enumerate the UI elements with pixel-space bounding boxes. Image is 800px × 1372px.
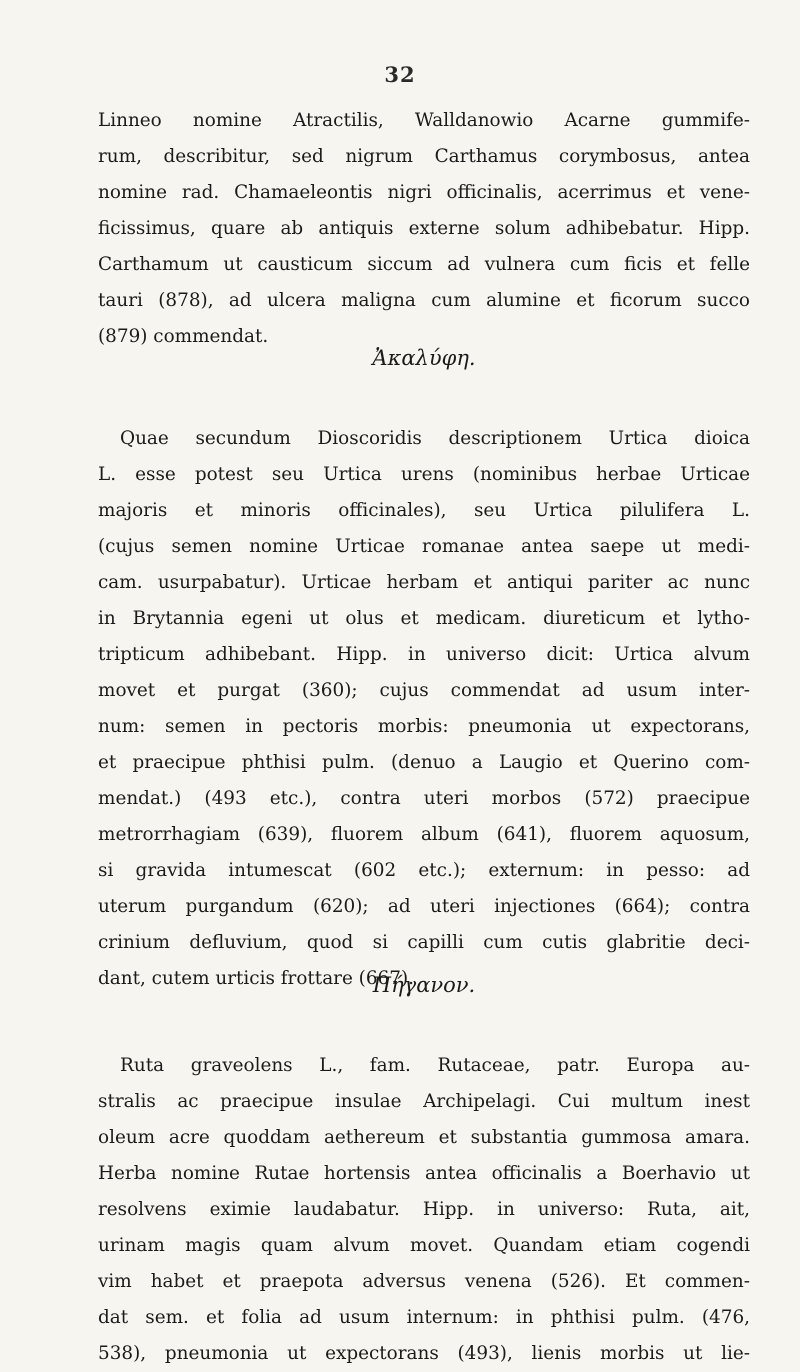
text-line: uterum purgandum (620); ad uteri injectiones (664); contra	[98, 896, 750, 917]
paragraph-atractilis	[98, 103, 750, 355]
text-line: mendat.) (493 etc.), contra uteri morbos (572) praecipue	[98, 788, 750, 809]
section-heading-peganon: Πήγανον.	[372, 973, 476, 997]
page-number: 32	[384, 62, 416, 87]
text-line: cam. usurpabatur). Urticae herbam et antiqui pariter ac nunc	[98, 572, 750, 593]
text-line: majoris et minoris officinales), seu Urtica pilulifera L.	[98, 500, 750, 521]
text-line: Ruta graveolens L., fam. Rutaceae, patr. Europa au-	[120, 1055, 750, 1076]
text-line: dant, cutem urticis frottare (667).	[98, 968, 414, 989]
text-line: si gravida intumescat (602 etc.); externum: in pesso: ad	[98, 860, 750, 881]
text-line: Quae secundum Dioscoridis descriptionem Urtica dioica	[120, 428, 750, 449]
text-line: rum, describitur, sed nigrum Carthamus corymbosus, antea	[98, 146, 750, 167]
text-line: resolvens eximie laudabatur. Hipp. in universo: Ruta, ait,	[98, 1199, 750, 1220]
text-line: L. esse potest seu Urtica urens (nominibus herbae Urticae	[98, 464, 750, 485]
text-line: tauri (878), ad ulcera maligna cum alumine et ficorum succo	[98, 290, 750, 311]
text-line: 538), pneumonia ut expectorans (493), lienis morbis ut lie-	[98, 1343, 750, 1364]
section-heading-akalyphe: Ἀκαλύφη.	[372, 346, 476, 370]
text-line: tripticum adhibebant. Hipp. in universo dicit: Urtica alvum	[98, 644, 750, 665]
text-line: et praecipue phthisi pulm. (denuo a Laugio et Querino com-	[98, 752, 750, 773]
text-line: Herba nomine Rutae hortensis antea officinalis a Boerhavio ut	[98, 1163, 750, 1184]
text-line: oleum acre quoddam aethereum et substantia gummosa amara.	[98, 1127, 750, 1148]
text-line: nomine rad. Chamaeleontis nigri officinalis, acerrimus et vene-	[98, 182, 750, 203]
text-line: crinium defluvium, quod si capilli cum cutis glabritie deci-	[98, 932, 750, 953]
paragraph-urtica	[98, 421, 750, 997]
text-line: (879) commendat.	[98, 326, 269, 347]
text-line: (cujus semen nomine Urticae romanae antea saepe ut medi-	[98, 536, 750, 557]
text-line: ficissimus, quare ab antiquis externe solum adhibebatur. Hipp.	[98, 218, 750, 239]
text-line: Linneo nomine Atractilis, Walldanowio Acarne gummife-	[98, 110, 750, 131]
text-line: stralis ac praecipue insulae Archipelagi. Cui multum inest	[98, 1091, 750, 1112]
text-line: urinam magis quam alvum movet. Quandam etiam cogendi	[98, 1235, 750, 1256]
text-line: in Brytannia egeni ut olus et medicam. diureticum et lytho-	[98, 608, 750, 629]
text-line: vim habet et praepota adversus venena (526). Et commen-	[98, 1271, 750, 1292]
text-line: num: semen in pectoris morbis: pneumonia ut expectorans,	[98, 716, 750, 737]
text-line: dat sem. et folia ad usum internum: in phthisi pulm. (476,	[98, 1307, 750, 1328]
text-line: Carthamum ut causticum siccum ad vulnera cum ficis et felle	[98, 254, 750, 275]
paragraph-ruta	[98, 1048, 750, 1372]
text-line: metrorrhagiam (639), fluorem album (641), fluorem aquosum,	[98, 824, 750, 845]
text-line: movet et purgat (360); cujus commendat ad usum inter-	[98, 680, 750, 701]
